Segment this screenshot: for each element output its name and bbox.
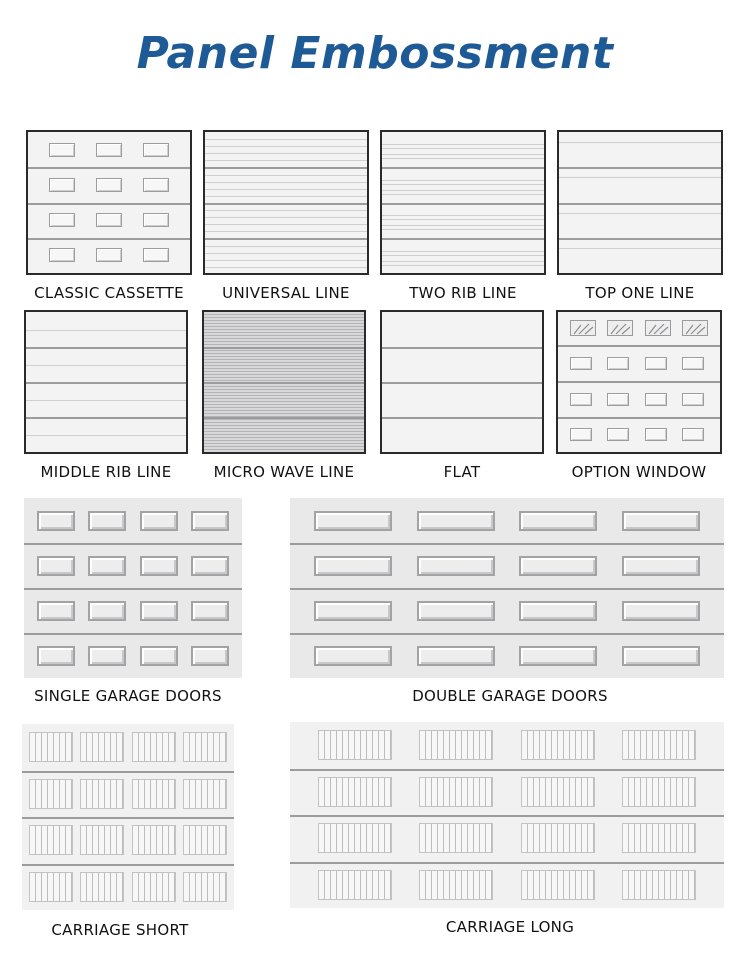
cassette-emboss: [607, 393, 629, 406]
carriage-slats: [29, 872, 73, 902]
carriage-slats: [29, 779, 73, 809]
carriage-long-label: CARRIAGE LONG: [445, 918, 575, 936]
carriage-slats: [419, 730, 493, 760]
cassette-emboss: [143, 213, 169, 227]
flat-door[interactable]: [380, 310, 544, 454]
carriage-slats: [80, 779, 124, 809]
cassette-emboss: [314, 511, 392, 531]
carriage-slats: [183, 779, 227, 809]
panel-groove: [205, 210, 367, 211]
cassette-emboss: [314, 601, 392, 621]
cassette-emboss: [570, 393, 592, 406]
panel-groove: [382, 167, 544, 169]
panel-groove: [382, 203, 544, 205]
classic-cassette-door[interactable]: [26, 130, 192, 275]
carriage-short-label: CARRIAGE SHORT: [51, 921, 189, 939]
carriage-slats: [80, 872, 124, 902]
middle-rib-line-door[interactable]: [24, 310, 188, 454]
cassette-emboss: [49, 248, 75, 262]
panel-groove: [382, 215, 544, 216]
panel-groove: [205, 231, 367, 232]
panel-groove: [205, 224, 367, 225]
two-rib-line-door[interactable]: [380, 130, 546, 275]
panel-groove: [382, 180, 544, 181]
panel-groove: [205, 153, 367, 154]
cassette-emboss: [140, 556, 178, 576]
cassette-emboss: [570, 357, 592, 370]
cassette-emboss: [519, 556, 597, 576]
carriage-slats: [419, 777, 493, 807]
cassette-emboss: [622, 646, 700, 666]
section-joint: [290, 633, 724, 635]
cassette-emboss: [519, 511, 597, 531]
carriage-slats: [419, 870, 493, 900]
section-joint: [28, 238, 190, 240]
section-joint: [290, 769, 724, 771]
carriage-slats: [29, 732, 73, 762]
carriage-slats: [183, 732, 227, 762]
panel-groove: [205, 146, 367, 147]
cassette-emboss: [88, 556, 126, 576]
cassette-emboss: [140, 601, 178, 621]
option-window-door[interactable]: [556, 310, 722, 454]
top-one-line-label: TOP ONE LINE: [585, 284, 695, 302]
carriage-slats: [521, 777, 595, 807]
panel-groove: [559, 248, 721, 249]
cassette-emboss: [607, 428, 629, 441]
panel-groove: [205, 267, 367, 268]
carriage-slats: [521, 823, 595, 853]
section-joint: [558, 345, 720, 347]
panel-groove: [26, 365, 186, 366]
cassette-emboss: [49, 143, 75, 157]
section-joint: [24, 633, 242, 635]
panel-groove: [205, 160, 367, 161]
panel-groove: [26, 347, 186, 349]
section-joint: [22, 864, 234, 866]
carriage-slats: [318, 823, 392, 853]
micro-wave-line-door[interactable]: [202, 310, 366, 454]
cassette-emboss: [682, 357, 704, 370]
panel-groove: [382, 229, 544, 230]
section-joint: [22, 817, 234, 819]
section-joint: [290, 543, 724, 545]
panel-groove: [559, 238, 721, 240]
panel-groove: [26, 417, 186, 419]
section-joint: [558, 417, 720, 419]
panel-groove: [382, 158, 544, 159]
panel-groove: [559, 167, 721, 169]
cassette-emboss: [519, 646, 597, 666]
carriage-slats: [521, 870, 595, 900]
cassette-emboss: [607, 357, 629, 370]
section-joint: [290, 862, 724, 864]
panel-groove: [382, 347, 542, 349]
cassette-emboss: [191, 556, 229, 576]
carriage-slats: [419, 823, 493, 853]
panel-groove: [204, 382, 364, 384]
section-joint: [290, 588, 724, 590]
cassette-emboss: [314, 556, 392, 576]
section-joint: [558, 381, 720, 383]
panel-groove: [382, 144, 544, 145]
cassette-emboss: [570, 428, 592, 441]
cassette-emboss: [417, 601, 495, 621]
window-glass-icon: [682, 320, 708, 336]
panel-groove: [205, 238, 367, 240]
section-joint: [290, 815, 724, 817]
double-garage-door[interactable]: [290, 498, 724, 678]
universal-line-door[interactable]: [203, 130, 369, 275]
carriage-slats: [622, 777, 696, 807]
cassette-emboss: [417, 646, 495, 666]
carriage-slats: [622, 823, 696, 853]
double-garage-doors-label: DOUBLE GARAGE DOORS: [412, 687, 608, 705]
cassette-emboss: [622, 511, 700, 531]
single-garage-door[interactable]: [24, 498, 242, 678]
window-glass-icon: [570, 320, 596, 336]
carriage-slats: [521, 730, 595, 760]
panel-groove: [559, 142, 721, 143]
panel-groove: [382, 238, 544, 240]
panel-groove: [205, 189, 367, 190]
cassette-emboss: [143, 248, 169, 262]
micro-wave-line-label: MICRO WAVE LINE: [213, 463, 355, 481]
cassette-emboss: [88, 646, 126, 666]
panel-groove: [382, 417, 542, 419]
single-garage-doors-label: SINGLE GARAGE DOORS: [34, 687, 222, 705]
panel-groove: [382, 261, 544, 262]
panel-groove: [205, 167, 367, 169]
cassette-emboss: [682, 393, 704, 406]
panel-groove: [382, 154, 544, 155]
top-one-line-door[interactable]: [557, 130, 723, 275]
cassette-emboss: [191, 646, 229, 666]
carriage-slats: [318, 777, 392, 807]
cassette-emboss: [519, 601, 597, 621]
flat-label: FLAT: [443, 463, 481, 481]
cassette-emboss: [37, 511, 75, 531]
cassette-emboss: [96, 213, 122, 227]
panel-groove: [204, 417, 364, 419]
page-title: Panel Embossment: [136, 28, 614, 79]
cassette-emboss: [191, 601, 229, 621]
carriage-long-door[interactable]: [290, 722, 724, 908]
cassette-emboss: [417, 556, 495, 576]
cassette-emboss: [140, 511, 178, 531]
middle-rib-line-label: MIDDLE RIB LINE: [40, 463, 172, 481]
two-rib-line-label: TWO RIB LINE: [409, 284, 517, 302]
panel-groove: [559, 213, 721, 214]
carriage-short-door[interactable]: [22, 724, 234, 910]
cassette-emboss: [49, 178, 75, 192]
panel-groove: [205, 260, 367, 261]
panel-groove: [205, 139, 367, 140]
panel-groove: [205, 203, 367, 205]
cassette-emboss: [37, 646, 75, 666]
cassette-emboss: [37, 556, 75, 576]
universal-line-label: UNIVERSAL LINE: [222, 284, 350, 302]
cassette-emboss: [143, 178, 169, 192]
panel-groove: [382, 148, 544, 149]
cassette-emboss: [88, 511, 126, 531]
window-glass-icon: [607, 320, 633, 336]
carriage-slats: [132, 732, 176, 762]
panel-groove: [382, 194, 544, 195]
carriage-slats: [132, 872, 176, 902]
panel-groove: [382, 190, 544, 191]
carriage-slats: [622, 730, 696, 760]
panel-groove: [382, 219, 544, 220]
cassette-emboss: [645, 357, 667, 370]
section-joint: [24, 588, 242, 590]
carriage-slats: [318, 730, 392, 760]
cassette-emboss: [682, 428, 704, 441]
cassette-emboss: [417, 511, 495, 531]
panel-groove: [26, 435, 186, 436]
panel-groove: [204, 347, 364, 349]
cassette-emboss: [96, 248, 122, 262]
cassette-emboss: [37, 601, 75, 621]
section-joint: [28, 167, 190, 169]
panel-groove: [382, 184, 544, 185]
panel-groove: [205, 182, 367, 183]
panel-groove: [205, 253, 367, 254]
panel-groove: [205, 246, 367, 247]
panel-groove: [205, 196, 367, 197]
panel-groove: [26, 382, 186, 384]
cassette-emboss: [622, 601, 700, 621]
carriage-slats: [132, 779, 176, 809]
panel-groove: [26, 400, 186, 401]
section-joint: [24, 543, 242, 545]
cassette-emboss: [96, 178, 122, 192]
cassette-emboss: [88, 601, 126, 621]
panel-groove: [382, 255, 544, 256]
panel-groove: [26, 330, 186, 331]
panel-groove: [382, 225, 544, 226]
cassette-emboss: [191, 511, 229, 531]
window-glass-icon: [645, 320, 671, 336]
section-joint: [28, 203, 190, 205]
cassette-emboss: [645, 428, 667, 441]
carriage-slats: [29, 825, 73, 855]
carriage-slats: [318, 870, 392, 900]
panel-groove: [382, 265, 544, 266]
panel-groove: [205, 217, 367, 218]
carriage-slats: [183, 872, 227, 902]
panel-groove: [382, 382, 542, 384]
carriage-slats: [80, 732, 124, 762]
panel-groove: [382, 251, 544, 252]
section-joint: [22, 771, 234, 773]
cassette-emboss: [314, 646, 392, 666]
cassette-emboss: [143, 143, 169, 157]
cassette-emboss: [96, 143, 122, 157]
carriage-slats: [132, 825, 176, 855]
cassette-emboss: [140, 646, 178, 666]
classic-cassette-label: CLASSIC CASSETTE: [34, 284, 184, 302]
cassette-emboss: [622, 556, 700, 576]
panel-groove: [559, 177, 721, 178]
cassette-emboss: [49, 213, 75, 227]
carriage-slats: [622, 870, 696, 900]
cassette-emboss: [645, 393, 667, 406]
panel-groove: [559, 203, 721, 205]
carriage-slats: [183, 825, 227, 855]
panel-groove: [205, 175, 367, 176]
carriage-slats: [80, 825, 124, 855]
option-window-label: OPTION WINDOW: [571, 463, 707, 481]
